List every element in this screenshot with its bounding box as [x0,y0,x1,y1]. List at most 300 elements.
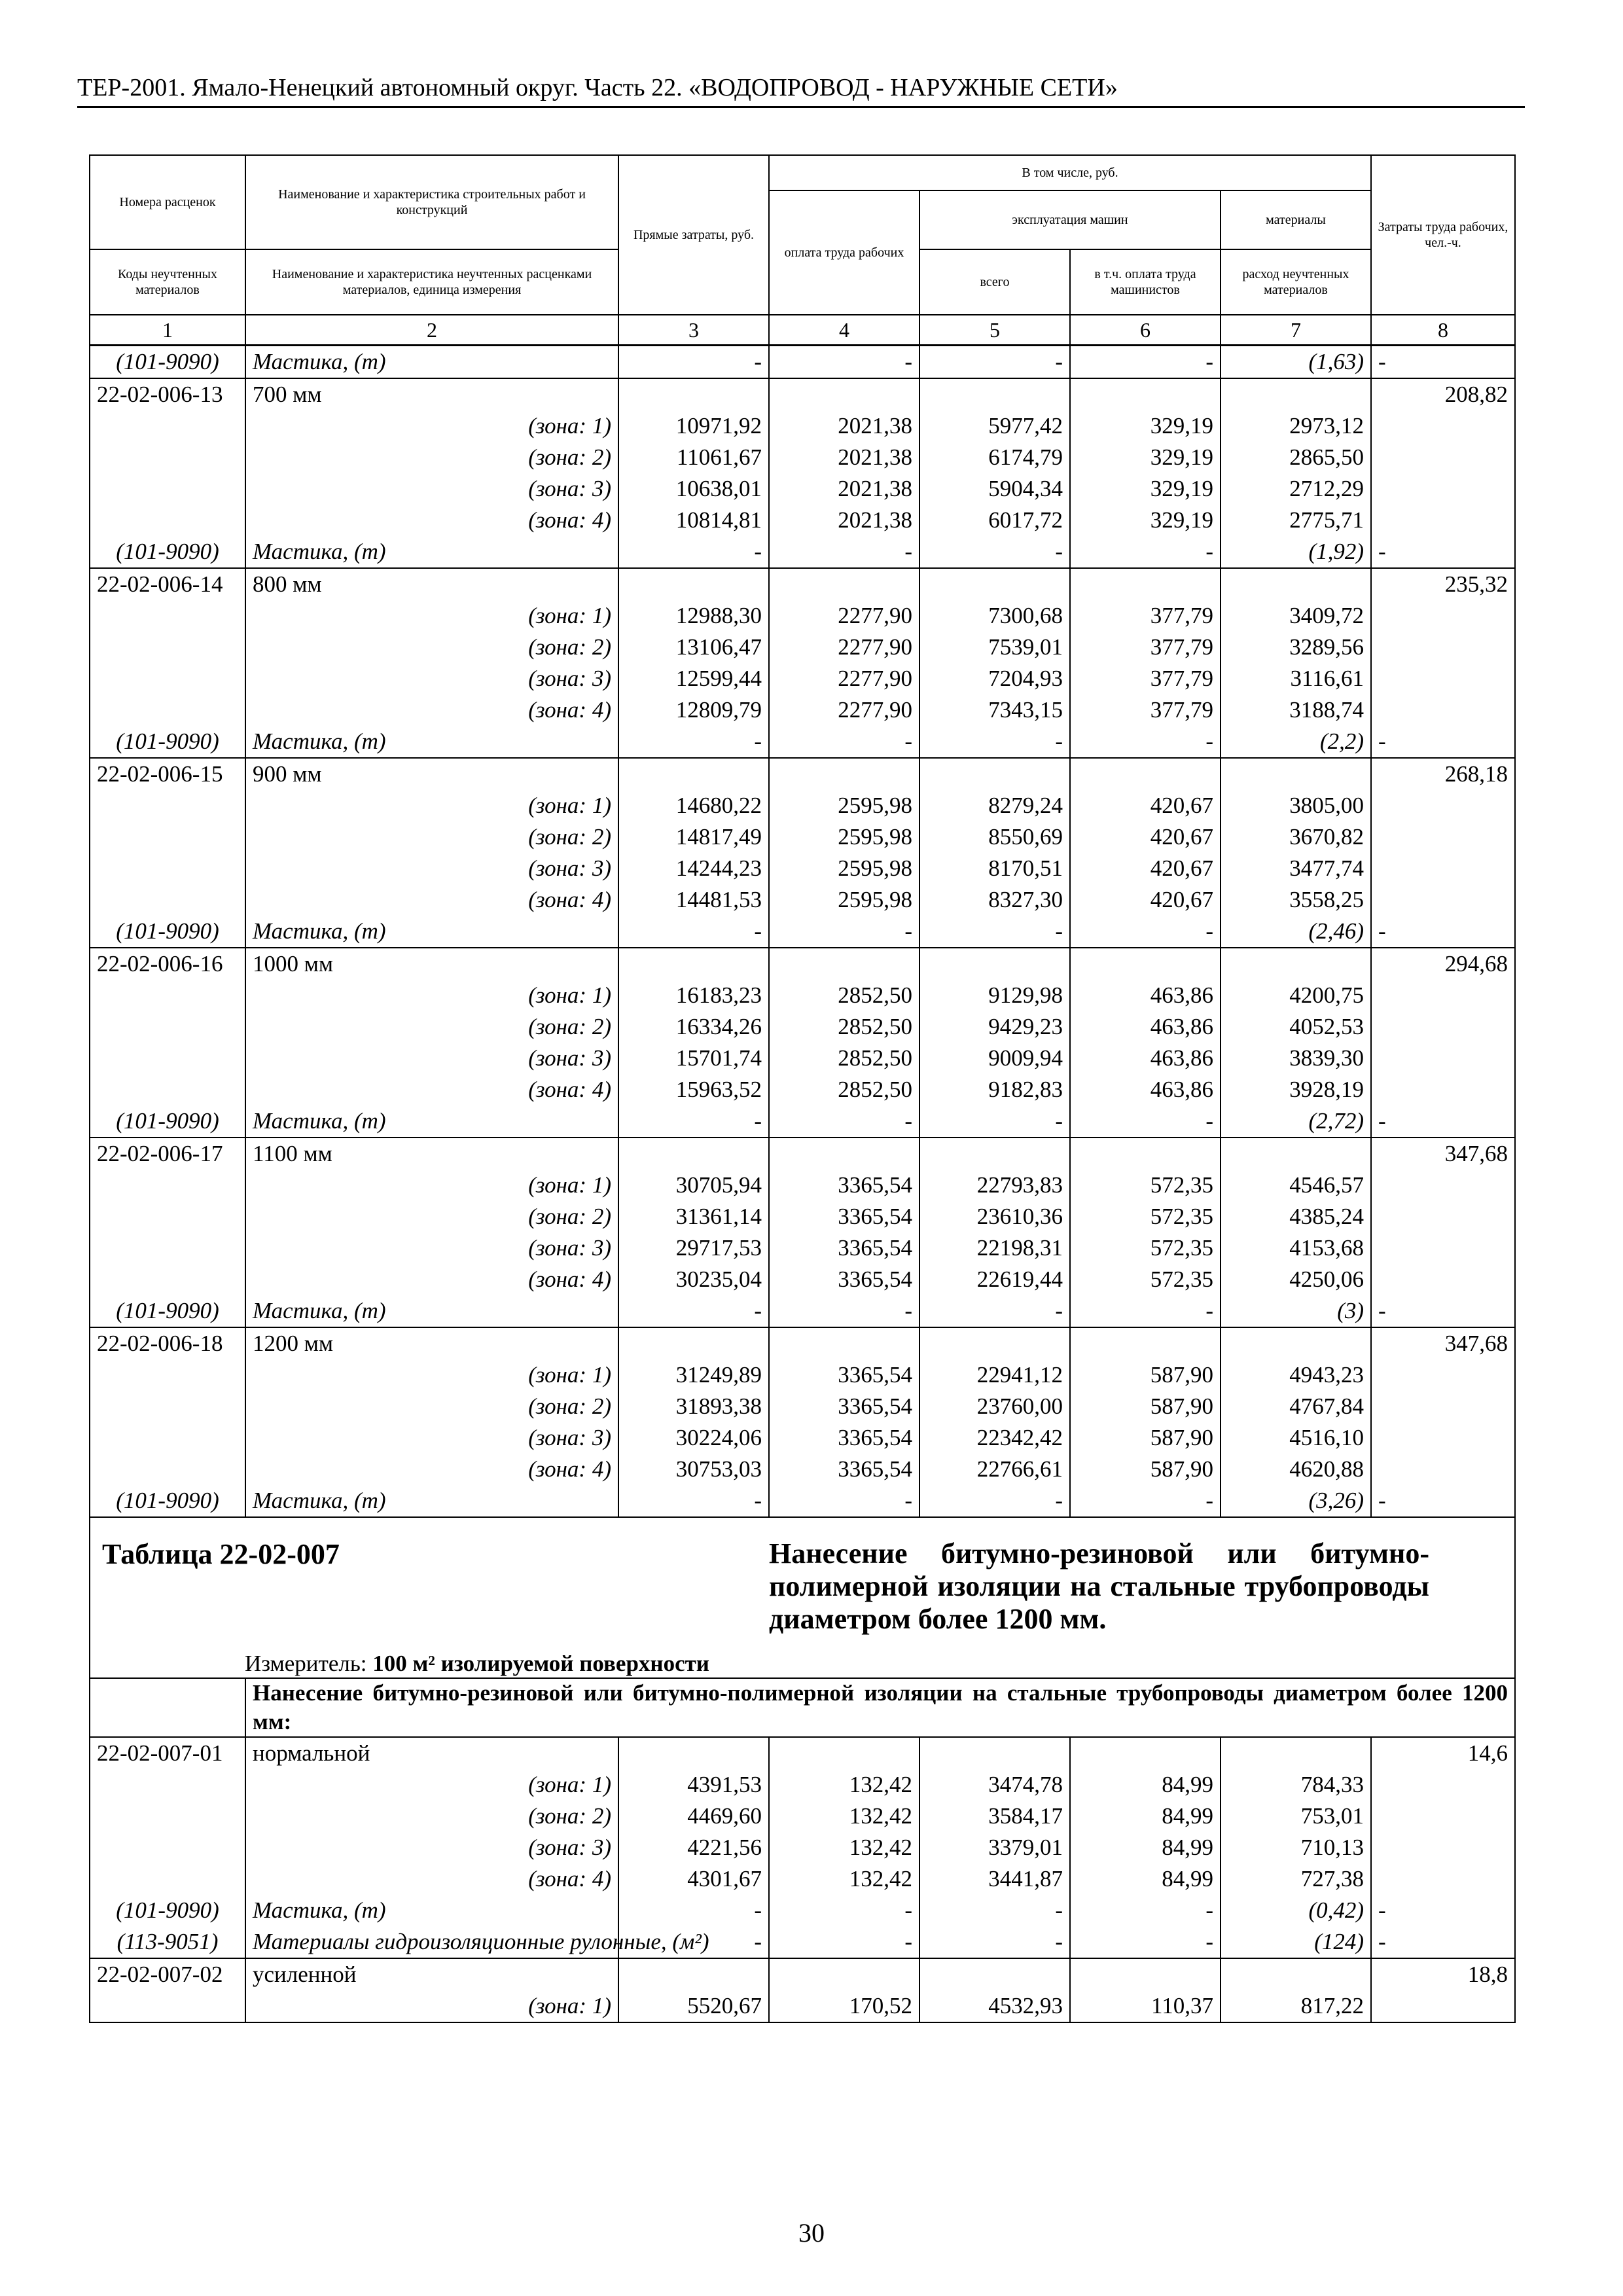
labor-pay-cell: 2021,38 [769,410,919,442]
empty-cell [90,884,245,916]
labor-pay-cell: - [769,916,919,948]
rate-row [90,1327,1515,1359]
labor-pay-cell: - [769,1926,919,1958]
operators-cell: 420,67 [1070,853,1221,884]
material-code: (101-9090) [90,916,245,948]
empty-cell [1371,980,1515,1011]
col-num: 5 [919,315,1070,346]
empty-cell [1371,1422,1515,1454]
labor-pay-cell: 3365,54 [769,1359,919,1391]
machines-cell: 22619,44 [919,1264,1070,1295]
empty-cell [1221,378,1371,410]
empty-cell [1371,1043,1515,1074]
labor-pay-cell: - [769,536,919,568]
consumption-cell: (0,42) [1221,1895,1371,1926]
empty-cell [769,758,919,790]
empty-cell [90,1832,245,1863]
zone-row [90,505,1515,536]
direct-cost-cell: 13106,47 [618,632,769,663]
operators-cell: 587,90 [1070,1454,1221,1485]
zone-row [90,1011,1515,1043]
empty-cell [1371,1801,1515,1832]
zone-row [90,1832,1515,1863]
machines-cell: - [919,1105,1070,1138]
operators-cell: 110,37 [1070,1990,1221,2022]
machines-cell: - [919,536,1070,568]
machines-cell: 23610,36 [919,1201,1070,1232]
machines-cell: 4532,93 [919,1990,1070,2022]
empty-cell [1371,821,1515,853]
machines-cell: 8550,69 [919,821,1070,853]
zone-label: (зона: 1) [245,1769,618,1801]
rate-row [90,568,1515,600]
direct-cost-cell: 14817,49 [618,821,769,853]
consumption-cell: (2,2) [1221,726,1371,758]
labor-cost: 208,82 [1371,378,1515,410]
machines-cell: 7343,15 [919,694,1070,726]
material-row [90,726,1515,758]
empty-cell [1371,1454,1515,1485]
operators-cell: 572,35 [1070,1232,1221,1264]
materials-cell: 2973,12 [1221,410,1371,442]
rate-name: 800 мм [245,568,618,600]
empty-cell [1070,948,1221,980]
empty-cell [919,1737,1070,1769]
empty-cell [90,1043,245,1074]
empty-cell [90,505,245,536]
materials-cell: 3289,56 [1221,632,1371,663]
material-name: Мастика, (т) [245,726,618,758]
operators-cell: - [1070,916,1221,948]
consumption-cell: (1,63) [1221,346,1371,379]
empty-cell [1221,1737,1371,1769]
operators-cell: 377,79 [1070,663,1221,694]
labor-cell: - [1371,1895,1515,1926]
zone-label: (зона: 2) [245,632,618,663]
labor-cell: - [1371,726,1515,758]
empty-cell [90,1011,245,1043]
operators-cell: 587,90 [1070,1359,1221,1391]
column-numbers-row [90,315,1515,346]
rate-code: 22-02-006-14 [90,568,245,600]
labor-cost: 294,68 [1371,948,1515,980]
zone-row [90,1990,1515,2022]
materials-cell: 3928,19 [1221,1074,1371,1105]
rate-name: 1100 мм [245,1138,618,1170]
direct-cost-cell: 14680,22 [618,790,769,821]
zone-row [90,1043,1515,1074]
machines-cell: - [919,1926,1070,1958]
empty-cell [1070,1958,1221,1990]
material-row [90,1105,1515,1138]
empty-cell [1221,568,1371,600]
machines-cell: 7300,68 [919,600,1070,632]
direct-cost-cell: 4301,67 [618,1863,769,1895]
materials-cell: 4250,06 [1221,1264,1371,1295]
empty-cell [90,1170,245,1201]
zone-label: (зона: 4) [245,1074,618,1105]
table-007-label: Таблица 22-02-007 [102,1538,340,1570]
zone-label: (зона: 3) [245,663,618,694]
zone-label: (зона: 1) [245,600,618,632]
col-including: В том числе, руб. [769,155,1371,190]
direct-cost-cell: - [618,1895,769,1926]
consumption-cell: (1,92) [1221,536,1371,568]
empty-cell [90,1863,245,1895]
labor-cell: - [1371,1926,1515,1958]
labor-cell: - [1371,536,1515,568]
labor-pay-cell: 2852,50 [769,1011,919,1043]
labor-pay-cell: 2277,90 [769,694,919,726]
empty-cell [919,948,1070,980]
operators-cell: 463,86 [1070,1043,1221,1074]
machines-cell: 22941,12 [919,1359,1070,1391]
rate-name: нормальной [245,1737,618,1769]
empty-cell [1371,505,1515,536]
operators-cell: 84,99 [1070,1801,1221,1832]
operators-cell: 420,67 [1070,821,1221,853]
zone-label: (зона: 3) [245,853,618,884]
zone-row [90,1391,1515,1422]
zone-label: (зона: 2) [245,821,618,853]
rate-row [90,378,1515,410]
direct-cost-cell: 12988,30 [618,600,769,632]
zone-row [90,1170,1515,1201]
operators-cell: 377,79 [1070,600,1221,632]
measure-prefix: Измеритель: [245,1651,373,1676]
empty-cell [90,1391,245,1422]
zone-row [90,1769,1515,1801]
empty-cell [1371,473,1515,505]
labor-pay-cell: 2595,98 [769,853,919,884]
empty-cell [1371,442,1515,473]
consumption-cell: (2,46) [1221,916,1371,948]
empty-cell [90,1454,245,1485]
empty-cell [769,568,919,600]
section-title: Нанесение битумно-резиновой или битумно-полимерной изоляции на стальные трубопроводы диаметром более 1200 мм: [245,1678,1515,1737]
machines-cell: 22198,31 [919,1232,1070,1264]
direct-cost-cell: - [618,1295,769,1327]
labor-pay-cell: 132,42 [769,1769,919,1801]
empty-cell [919,378,1070,410]
rate-row [90,1737,1515,1769]
material-name: Мастика, (т) [245,916,618,948]
materials-cell: 2775,71 [1221,505,1371,536]
material-name: Мастика, (т) [245,346,618,379]
material-row [90,1895,1515,1926]
rate-code: 22-02-006-18 [90,1327,245,1359]
material-row [90,1926,1515,1958]
zone-label: (зона: 2) [245,1201,618,1232]
rate-code: 22-02-006-17 [90,1138,245,1170]
col-num: 6 [1070,315,1221,346]
operators-cell: - [1070,1105,1221,1138]
zone-row [90,473,1515,505]
materials-cell: 2865,50 [1221,442,1371,473]
col-work-name: Наименование и характеристика строительных работ и конструкций [245,155,618,249]
direct-cost-cell: - [618,1105,769,1138]
zone-row [90,1074,1515,1105]
operators-cell: 463,86 [1070,1011,1221,1043]
labor-cell: - [1371,1295,1515,1327]
empty-cell [1371,1359,1515,1391]
zone-label: (зона: 4) [245,884,618,916]
machines-cell: 22342,42 [919,1422,1070,1454]
labor-cost: 268,18 [1371,758,1515,790]
labor-cost: 347,68 [1371,1138,1515,1170]
empty-cell [90,1990,245,2022]
empty-cell [90,1422,245,1454]
materials-cell: 3477,74 [1221,853,1371,884]
empty-cell [618,378,769,410]
section-title-row [90,1678,1515,1737]
col-num: 3 [618,315,769,346]
operators-cell: 572,35 [1070,1170,1221,1201]
materials-cell: 4620,88 [1221,1454,1371,1485]
empty-cell [90,790,245,821]
labor-cost: 18,8 [1371,1958,1515,1990]
materials-cell: 4153,68 [1221,1232,1371,1264]
empty-cell [1371,632,1515,663]
machines-cell: 9129,98 [919,980,1070,1011]
materials-cell: 4546,57 [1221,1170,1371,1201]
zone-row [90,1359,1515,1391]
zone-label: (зона: 2) [245,1011,618,1043]
materials-cell: 3670,82 [1221,821,1371,853]
empty-cell [90,1801,245,1832]
direct-cost-cell: 10971,92 [618,410,769,442]
col-machines-operators: в т.ч. оплата труда машинистов [1070,249,1221,315]
empty-cell [1371,694,1515,726]
material-row [90,1295,1515,1327]
machines-cell: 3379,01 [919,1832,1070,1863]
operators-cell: - [1070,726,1221,758]
labor-pay-cell: 2277,90 [769,632,919,663]
machines-cell: 5904,34 [919,473,1070,505]
operators-cell: 420,67 [1070,790,1221,821]
labor-pay-cell: 170,52 [769,1990,919,2022]
labor-pay-cell: 2852,50 [769,1043,919,1074]
direct-cost-cell: 31893,38 [618,1391,769,1422]
empty-cell [769,1138,919,1170]
zone-label: (зона: 1) [245,1359,618,1391]
operators-cell: - [1070,1895,1221,1926]
measure-line [102,1650,762,1677]
empty-cell [1070,1737,1221,1769]
labor-pay-cell: 3365,54 [769,1422,919,1454]
materials-cell: 3116,61 [1221,663,1371,694]
empty-cell [1221,1327,1371,1359]
empty-cell [1221,1958,1371,1990]
direct-cost-cell: - [618,1926,769,1958]
labor-cost: 235,32 [1371,568,1515,600]
labor-pay-cell: - [769,1895,919,1926]
direct-cost-cell: - [618,726,769,758]
machines-cell: 6017,72 [919,505,1070,536]
empty-cell [90,442,245,473]
labor-pay-cell: - [769,726,919,758]
machines-cell: 3584,17 [919,1801,1070,1832]
rate-row [90,758,1515,790]
machines-cell: - [919,346,1070,379]
empty-cell [1070,1327,1221,1359]
col-machines: эксплуатация машин [919,190,1221,249]
col-rate-number: Номера расценок [90,155,245,249]
empty-cell [1371,1391,1515,1422]
empty-cell [618,568,769,600]
direct-cost-cell: 12599,44 [618,663,769,694]
empty-cell [1371,1769,1515,1801]
material-name: Мастика, (т) [245,1485,618,1517]
machines-cell: 23760,00 [919,1391,1070,1422]
machines-cell: 22766,61 [919,1454,1070,1485]
materials-cell: 4052,53 [1221,1011,1371,1043]
rate-code: 22-02-007-01 [90,1737,245,1769]
materials-cell: 4385,24 [1221,1201,1371,1232]
material-code: (101-9090) [90,1485,245,1517]
rate-row [90,1958,1515,1990]
empty-cell [769,1327,919,1359]
direct-cost-cell: 30224,06 [618,1422,769,1454]
empty-cell [90,1232,245,1264]
operators-cell: 329,19 [1070,442,1221,473]
machines-cell: 8279,24 [919,790,1070,821]
labor-cell: - [1371,1105,1515,1138]
machines-cell: 8327,30 [919,884,1070,916]
materials-cell: 817,22 [1221,1990,1371,2022]
operators-cell: - [1070,346,1221,379]
material-code: (101-9090) [90,536,245,568]
machines-cell: - [919,1295,1070,1327]
direct-cost-cell: 15963,52 [618,1074,769,1105]
material-name: Мастика, (т) [245,1105,618,1138]
labor-pay-cell: 2595,98 [769,821,919,853]
direct-cost-cell: - [618,1485,769,1517]
material-code: (113-9051) [90,1926,245,1958]
labor-pay-cell: - [769,346,919,379]
operators-cell: 463,86 [1070,1074,1221,1105]
table-007-heading-row [90,1517,1515,1678]
zone-row [90,600,1515,632]
empty-cell [90,980,245,1011]
table-007-title: Нанесение битумно-резиновой или битумно-полимерной изоляции на стальные трубопроводы диаметром более 1200 мм. [769,1537,1429,1635]
material-row [90,536,1515,568]
machines-cell: 22793,83 [919,1170,1070,1201]
empty-cell [1371,790,1515,821]
zone-row [90,1863,1515,1895]
empty-cell [1070,568,1221,600]
empty-cell [90,1359,245,1391]
zone-row [90,884,1515,916]
zone-label: (зона: 3) [245,1422,618,1454]
empty-cell [1371,1011,1515,1043]
zone-row [90,1422,1515,1454]
zone-row [90,663,1515,694]
rate-code: 22-02-006-13 [90,378,245,410]
rate-row [90,1138,1515,1170]
material-row [90,346,1515,379]
machines-cell: 8170,51 [919,853,1070,884]
labor-pay-cell: - [769,1105,919,1138]
empty-cell [618,1327,769,1359]
zone-row [90,410,1515,442]
labor-cell: - [1371,346,1515,379]
machines-cell: 3474,78 [919,1769,1070,1801]
zone-row [90,1201,1515,1232]
empty-cell [90,410,245,442]
zone-row [90,1454,1515,1485]
zone-label: (зона: 4) [245,1454,618,1485]
material-name: Мастика, (т) [245,1895,618,1926]
operators-cell: 84,99 [1070,1769,1221,1801]
direct-cost-cell: 14244,23 [618,853,769,884]
machines-cell: 9182,83 [919,1074,1070,1105]
zone-row [90,853,1515,884]
labor-pay-cell: 132,42 [769,1863,919,1895]
materials-cell: 4516,10 [1221,1422,1371,1454]
zone-label: (зона: 1) [245,790,618,821]
empty-cell [618,948,769,980]
materials-cell: 3558,25 [1221,884,1371,916]
empty-cell [1070,758,1221,790]
materials-cell: 727,38 [1221,1863,1371,1895]
table-007-label-cell [90,1517,769,1678]
page-header: ТЕР-2001. Ямало-Ненецкий автономный округ. Часть 22. «ВОДОПРОВОД - НАРУЖНЫЕ СЕТИ» [77,73,1525,108]
consumption-cell: (3,26) [1221,1485,1371,1517]
zone-row [90,1264,1515,1295]
zone-label: (зона: 4) [245,1863,618,1895]
labor-pay-cell: 3365,54 [769,1454,919,1485]
empty-cell [90,1769,245,1801]
rates-table [89,154,1516,2023]
zone-label: (зона: 4) [245,1264,618,1295]
labor-pay-cell: 3365,54 [769,1201,919,1232]
labor-pay-cell: 2595,98 [769,884,919,916]
direct-cost-cell: 10638,01 [618,473,769,505]
empty-cell [90,1264,245,1295]
machines-cell: - [919,1485,1070,1517]
empty-cell [1371,853,1515,884]
direct-cost-cell: 15701,74 [618,1043,769,1074]
direct-cost-cell: 11061,67 [618,442,769,473]
operators-cell: 587,90 [1070,1422,1221,1454]
col-direct-costs: Прямые затраты, руб. [618,155,769,315]
col-labor-costs: Затраты труда рабочих, чел.-ч. [1371,155,1515,315]
empty-cell [1070,378,1221,410]
operators-cell: 84,99 [1070,1863,1221,1895]
materials-cell: 3188,74 [1221,694,1371,726]
operators-cell: 377,79 [1070,694,1221,726]
rate-name: усиленной [245,1958,618,1990]
empty-cell [618,1737,769,1769]
empty-cell [1221,758,1371,790]
materials-cell: 4767,84 [1221,1391,1371,1422]
zone-label: (зона: 2) [245,442,618,473]
labor-cost: 347,68 [1371,1327,1515,1359]
col-num: 8 [1371,315,1515,346]
material-code: (101-9090) [90,726,245,758]
operators-cell: - [1070,536,1221,568]
zone-row [90,980,1515,1011]
empty-cell [90,632,245,663]
machines-cell: - [919,916,1070,948]
zone-label: (зона: 3) [245,473,618,505]
direct-cost-cell: 16183,23 [618,980,769,1011]
zone-row [90,821,1515,853]
direct-cost-cell: 4391,53 [618,1769,769,1801]
table-007-title-cell [769,1517,1515,1678]
machines-cell: 9429,23 [919,1011,1070,1043]
